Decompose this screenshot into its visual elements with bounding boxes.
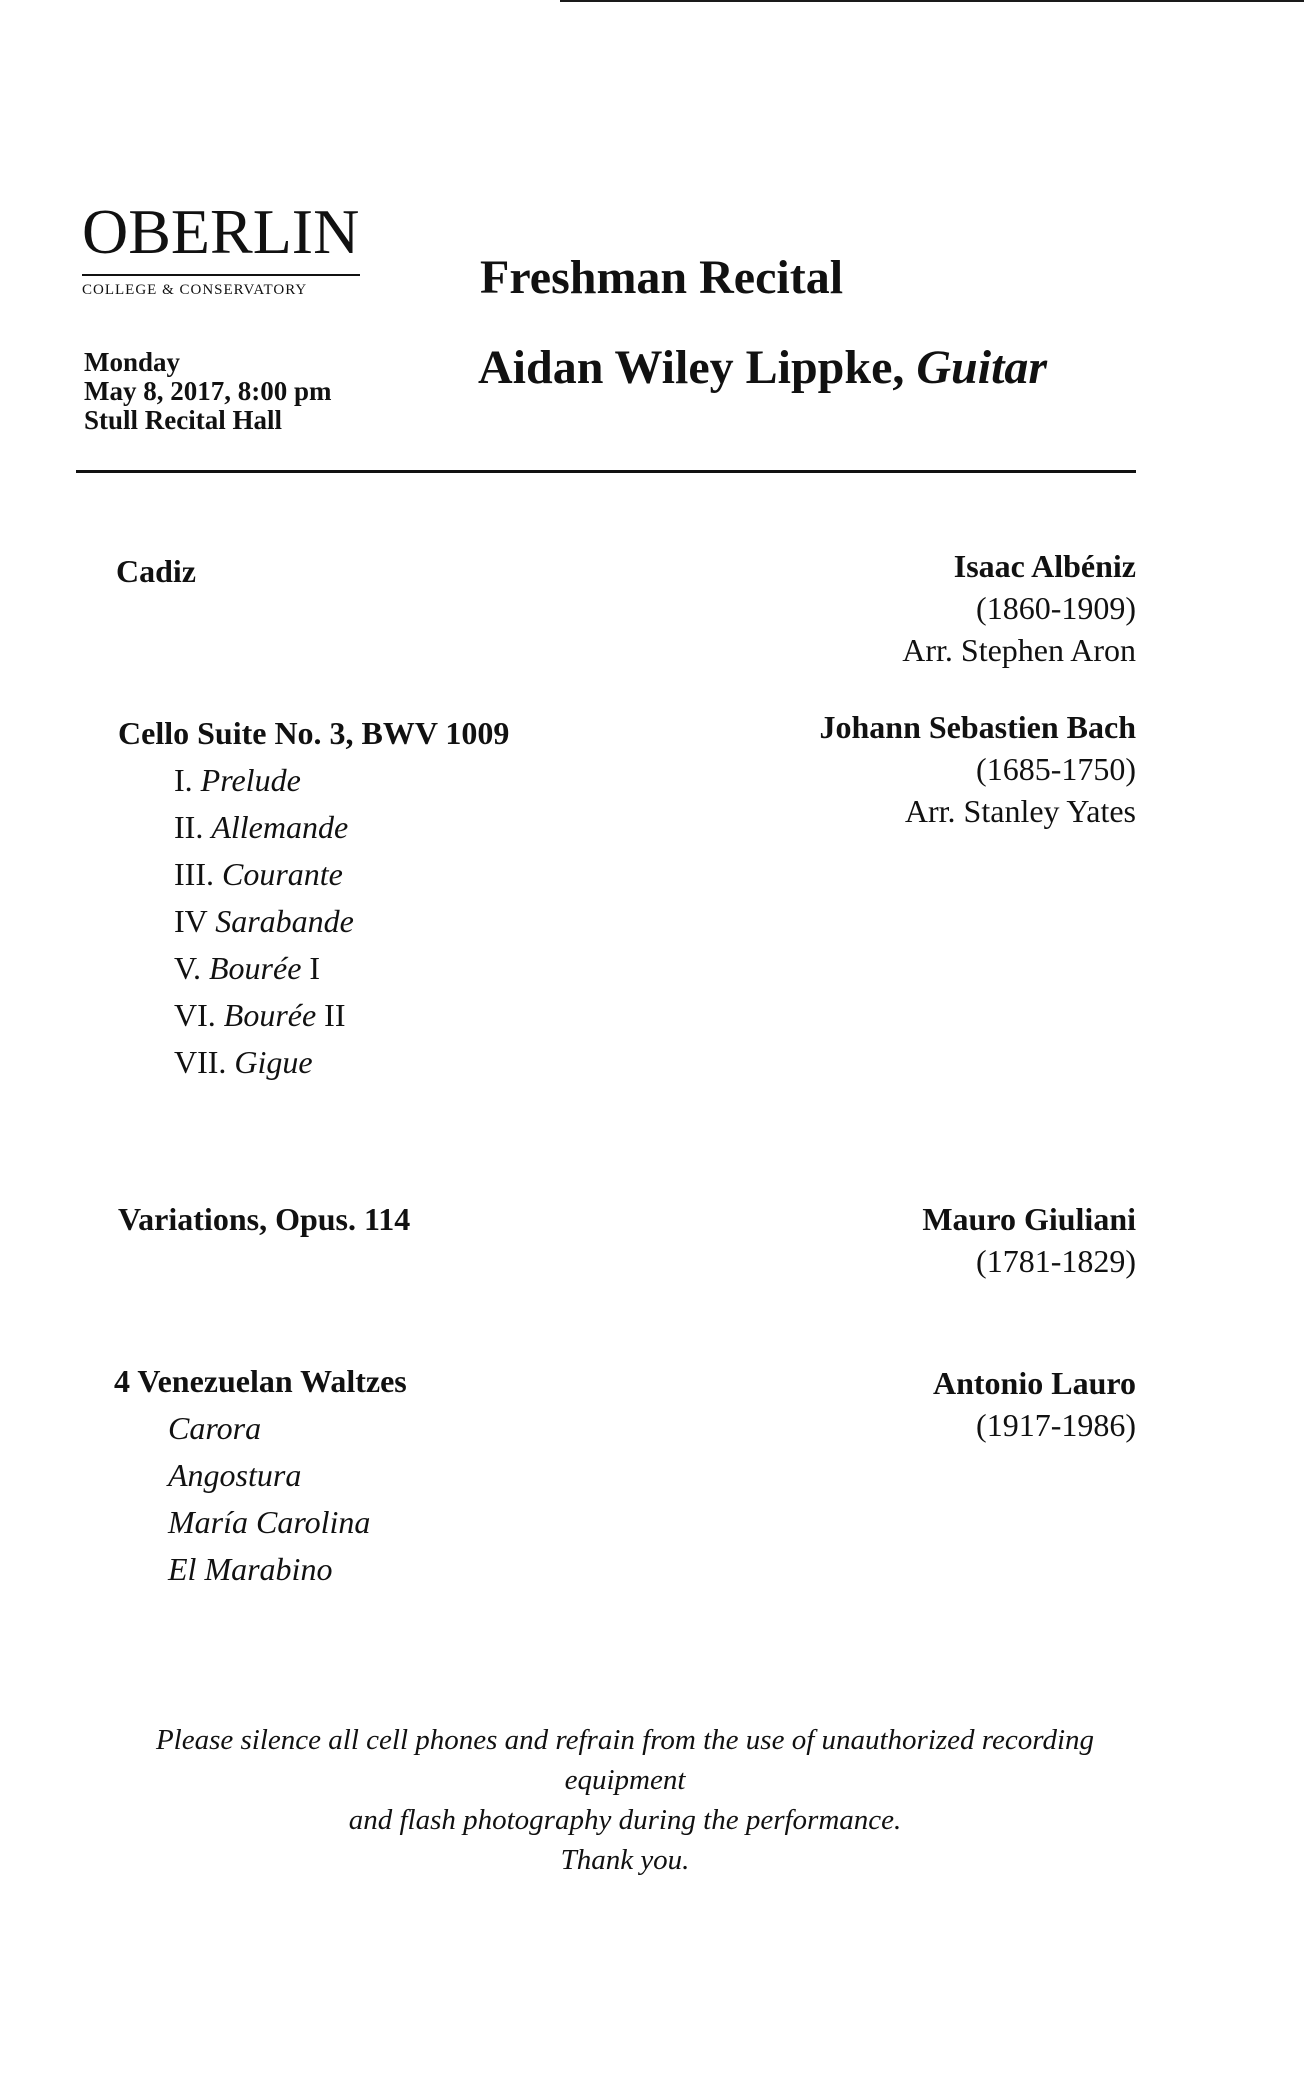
composer-block (922, 1198, 1136, 1282)
movement-name: Angostura (168, 1457, 302, 1493)
composer-dates: (1860-1909) (976, 590, 1136, 626)
program-piece (118, 710, 509, 1086)
piece-title: Variations, Opus. 114 (118, 1201, 411, 1237)
piece-title: 4 Venezuelan Waltzes (114, 1363, 407, 1399)
movement-name: Carora (168, 1410, 262, 1446)
event-details (84, 348, 331, 435)
logo-wordmark: OBERLIN (82, 196, 360, 267)
movement (118, 757, 509, 804)
header-divider (76, 470, 1136, 473)
movement-name: El Marabino (168, 1551, 333, 1587)
movement-number: VII. (174, 1044, 227, 1080)
movement-name: Bourée (208, 950, 302, 986)
arranger: Arr. Stephen Aron (902, 632, 1136, 668)
movement-number: II. (174, 809, 204, 845)
movement-number: VI. (174, 997, 216, 1033)
movement (118, 1039, 509, 1086)
performer-name: Aidan Wiley Lippke, (478, 341, 905, 394)
audience-notice (120, 1720, 1130, 1880)
movement (118, 851, 509, 898)
movement (114, 1499, 407, 1546)
composer-block (902, 545, 1136, 671)
movement (114, 1546, 407, 1593)
movement (118, 898, 509, 945)
program-piece (114, 1358, 407, 1593)
notice-line: equipment (564, 1764, 686, 1796)
movement-suffix: I (309, 950, 321, 986)
composer-block (819, 706, 1136, 832)
composer-name: Isaac Albéniz (953, 548, 1136, 584)
movement (114, 1452, 407, 1499)
movement-number: V. (174, 950, 201, 986)
movement-name: María Carolina (168, 1504, 371, 1540)
event-day: Monday (84, 347, 181, 377)
movement-name: Prelude (200, 762, 301, 798)
event-venue: Stull Recital Hall (84, 405, 282, 435)
logo-divider (82, 274, 360, 276)
movement (118, 804, 509, 851)
movement-name: Gigue (234, 1044, 313, 1080)
composer-name: Johann Sebastien Bach (819, 709, 1136, 745)
movement (118, 992, 509, 1039)
notice-line: and flash photography during the performance. (348, 1804, 902, 1836)
performer-instrument: Guitar (916, 341, 1048, 394)
movement (114, 1405, 407, 1452)
composer-name: Mauro Giuliani (922, 1201, 1136, 1237)
oberlin-logo (82, 196, 362, 299)
movement-name: Allemande (211, 809, 349, 845)
movement-suffix: II (324, 997, 346, 1033)
composer-name: Antonio Lauro (932, 1365, 1136, 1401)
notice-line: Please silence all cell phones and refrain from the use of unauthorized recording (155, 1724, 1095, 1756)
movement-number: I. (174, 762, 193, 798)
performer-line (478, 340, 1047, 395)
recital-title: Freshman Recital (480, 251, 844, 304)
program-piece (118, 1196, 410, 1243)
movement-name: Sarabande (215, 903, 354, 939)
composer-dates: (1685-1750) (976, 751, 1136, 787)
top-edge-line (560, 0, 1304, 2)
piece-title: Cello Suite No. 3, BWV 1009 (118, 715, 510, 751)
movement-number: IV (174, 903, 208, 939)
composer-block (933, 1362, 1136, 1446)
piece-title: Cadiz (116, 553, 196, 589)
movement-name: Courante (221, 856, 343, 892)
movement-number: III. (174, 856, 214, 892)
event-date-time: May 8, 2017, 8:00 pm (84, 376, 332, 406)
arranger: Arr. Stanley Yates (904, 793, 1136, 829)
composer-dates: (1781-1829) (976, 1243, 1136, 1279)
movement-name: Bourée (223, 997, 317, 1033)
notice-line: Thank you. (560, 1844, 690, 1876)
logo-subtitle: COLLEGE & CONSERVATORY (82, 282, 308, 298)
program-piece (116, 548, 196, 595)
composer-dates: (1917-1986) (976, 1407, 1136, 1443)
movement (118, 945, 509, 992)
